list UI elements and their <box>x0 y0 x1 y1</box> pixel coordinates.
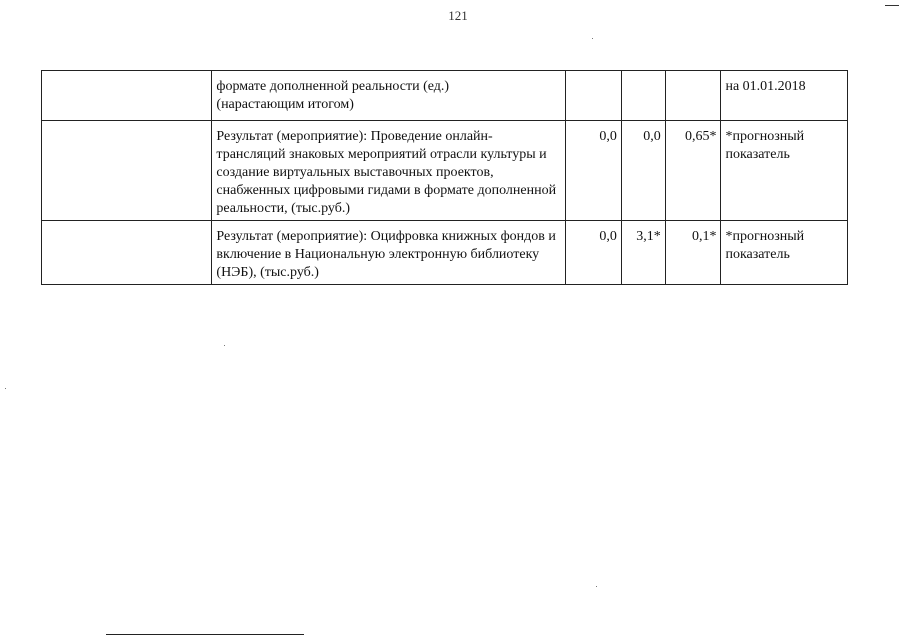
footnote-rule <box>106 634 304 635</box>
value-cell-3: 0,1* <box>665 221 721 285</box>
row-description: Результат (мероприятие): Оцифровка книжных фондов и включение в Национальную электронную библиотеку (НЭБ), (тыс.руб.) <box>212 221 566 285</box>
value-cell-3: 0,65* <box>665 121 721 221</box>
row-label-cell <box>42 221 212 285</box>
page-number: 121 <box>448 8 468 23</box>
value-cell-2: 3,1* <box>621 221 665 285</box>
scan-speck <box>224 345 225 346</box>
row-label-cell <box>42 121 212 221</box>
row-description: Результат (мероприятие): Проведение онлайн-трансляций знаковых мероприятий отрасли культуры и создание виртуальных выставочных проектов, снабженных цифровыми гидами в формате дополненной реальности, (тыс.руб.) <box>212 121 566 221</box>
value-cell-1 <box>566 71 622 121</box>
row-description-text: формате дополненной реальности (ед.) (нарастающим итогом) <box>216 79 450 112</box>
row-label-cell <box>42 71 212 121</box>
row-description <box>212 71 566 121</box>
scan-speck <box>592 38 593 39</box>
table-row <box>42 71 848 121</box>
value-cell-2 <box>621 71 665 121</box>
note-cell: *прогнозный показатель <box>721 221 848 285</box>
scan-speck <box>5 388 6 389</box>
note-cell: *прогнозный показатель <box>721 121 848 221</box>
value-cell-1: 0,0 <box>566 121 622 221</box>
table-row <box>42 221 848 285</box>
table-row <box>42 121 848 221</box>
indicator-table <box>41 70 848 285</box>
scan-mark <box>885 5 899 6</box>
value-cell-2: 0,0 <box>621 121 665 221</box>
value-cell-3 <box>665 71 721 121</box>
scan-speck <box>596 586 597 587</box>
value-cell-1: 0,0 <box>566 221 622 285</box>
note-cell: на 01.01.2018 <box>721 71 848 121</box>
